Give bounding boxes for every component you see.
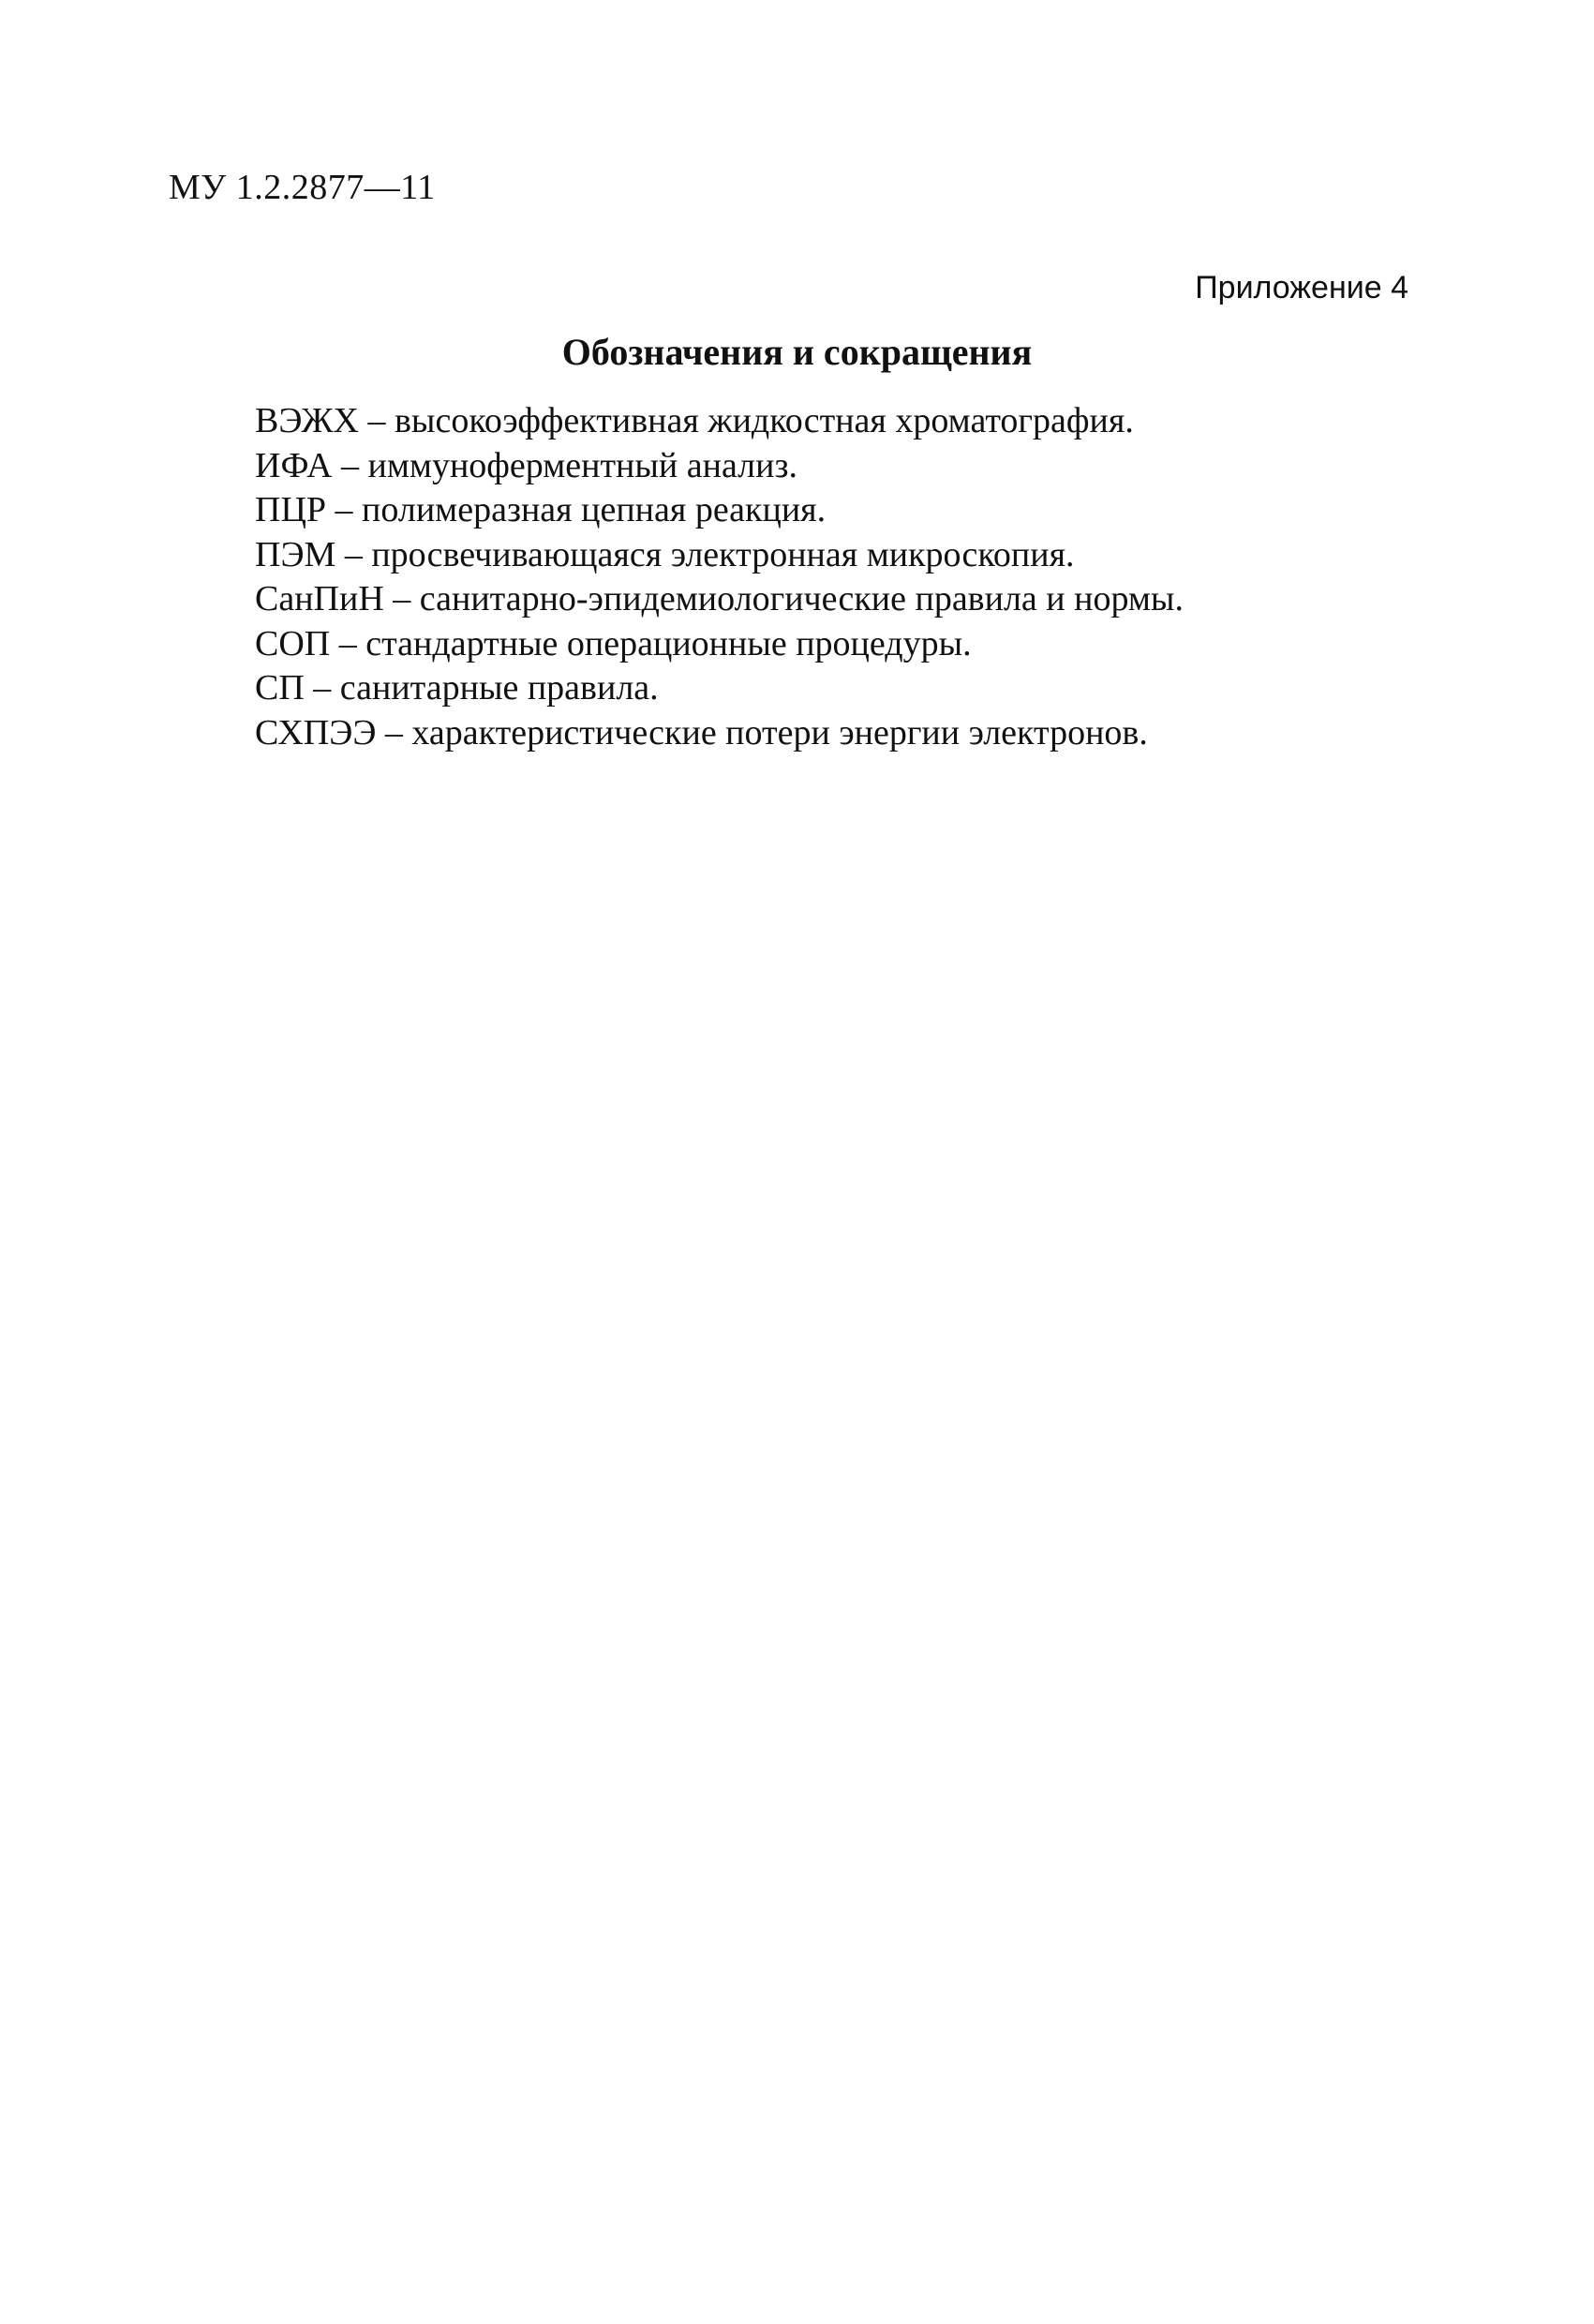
abbreviation-separator: – — [332, 445, 368, 485]
abbreviation-term: СП — [255, 668, 305, 708]
section-title: Обозначения и сокращения — [561, 331, 1033, 373]
abbreviation-term: ПЭМ — [255, 534, 336, 574]
abbreviation-definition: санитарные правила. — [339, 668, 659, 708]
abbreviation-separator: – — [376, 712, 412, 752]
abbreviation-term: ПЦР — [255, 490, 327, 529]
abbreviation-separator: – — [383, 579, 420, 618]
abbreviation-item-pem — [255, 533, 1473, 578]
abbreviation-item-sop — [255, 622, 1473, 667]
abbreviation-item-sanpin — [255, 577, 1473, 622]
abbreviation-separator: – — [304, 668, 340, 708]
abbreviation-separator: – — [358, 401, 395, 440]
abbreviation-separator: – — [330, 623, 366, 663]
document-code: МУ 1.2.2877—11 — [169, 168, 436, 207]
abbreviation-definition: высокоэффективная жидкостная хроматография. — [394, 401, 1134, 440]
abbreviation-item-pcr — [255, 488, 1473, 533]
abbreviation-definition: полимеразная цепная реакция. — [362, 490, 827, 529]
abbreviation-definition: стандартные операционные процедуры. — [365, 623, 972, 663]
abbreviation-term: СОП — [255, 623, 331, 663]
abbreviation-separator: – — [326, 490, 363, 529]
appendix-label: Приложение 4 — [1195, 270, 1408, 305]
abbreviation-term: ИФА — [255, 445, 333, 485]
abbreviation-term: СанПиН — [255, 579, 384, 618]
abbreviation-term: ВЭЖХ — [255, 401, 359, 440]
abbreviation-item-sp — [255, 666, 1473, 711]
abbreviation-definition: просвечивающаяся электронная микроскопия. — [371, 534, 1075, 574]
abbreviation-definition: характеристические потери энергии электронов. — [411, 712, 1148, 752]
abbreviation-item-ifa — [255, 444, 1473, 489]
abbreviation-definition: санитарно-эпидемиологические правила и нормы. — [419, 579, 1184, 618]
abbreviation-item-vezhkh — [255, 399, 1473, 444]
abbreviation-item-skhpee — [255, 711, 1473, 756]
abbreviation-definition: иммуноферментный анализ. — [367, 445, 797, 485]
abbreviation-separator: – — [335, 534, 372, 574]
abbreviation-list — [255, 399, 1473, 755]
abbreviation-term: СХПЭЭ — [255, 712, 377, 752]
